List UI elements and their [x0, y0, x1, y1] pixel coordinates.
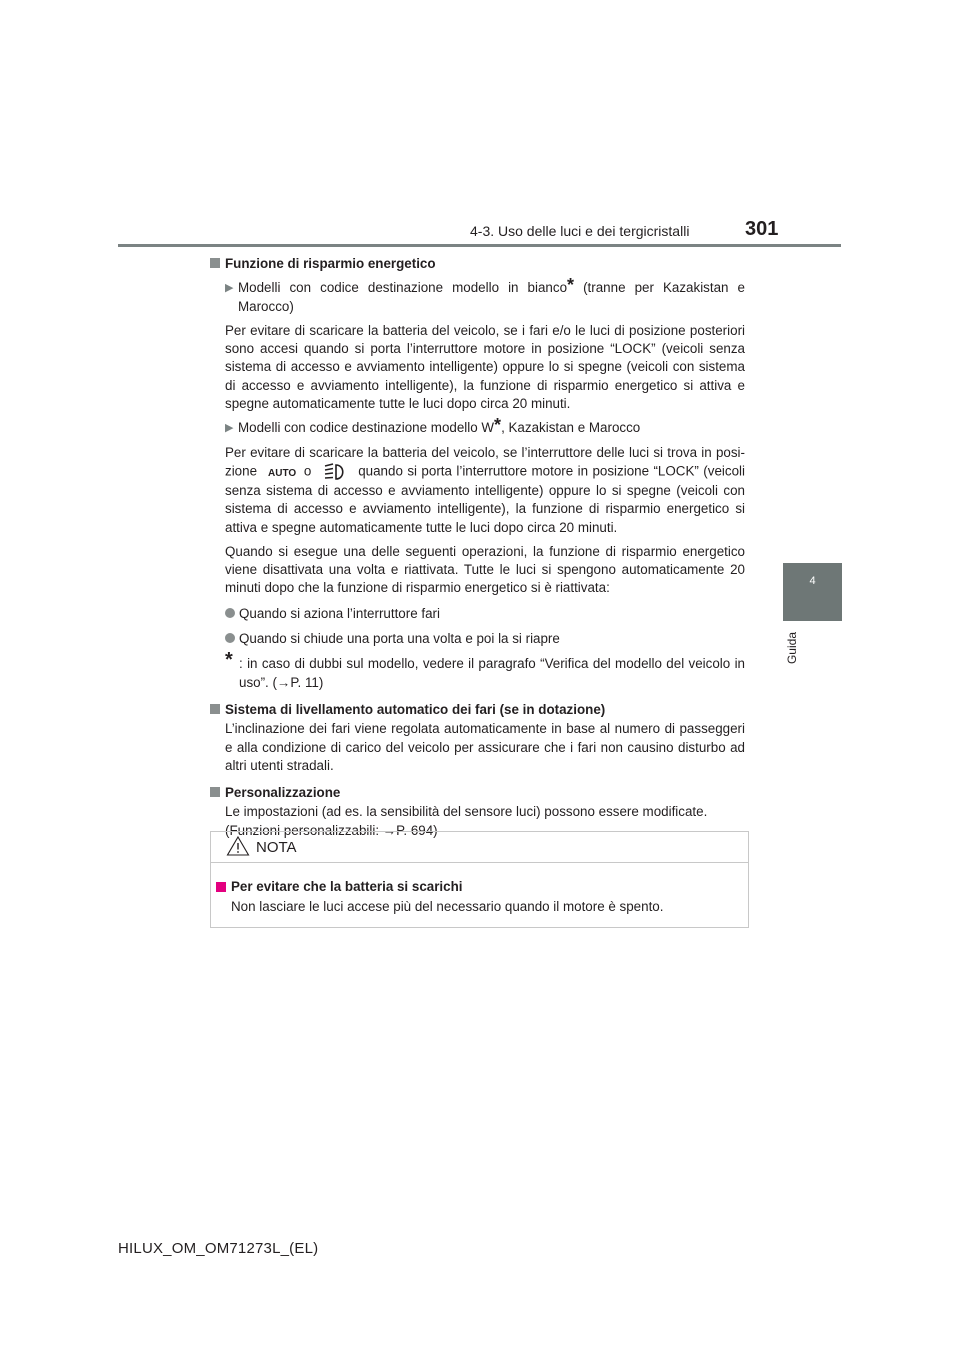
chapter-tab [783, 563, 842, 621]
paragraph-leveling: L’inclinazione dei fari viene regolata automaticamente in base al numero di passeggeri e alla condizione di carico del veicolo per assicurare che i fari non causino disturbo ad altri utenti stradali. [225, 721, 745, 773]
header-rule [118, 244, 841, 247]
circle-bullet-icon [225, 608, 235, 618]
main-content [210, 255, 745, 840]
list-item: Quando si aziona l’interruttore fari [210, 605, 745, 623]
nota-text: Non lasciare le luci accese più del necessario quando il motore è spento. [231, 899, 664, 914]
nota-heading: Per evitare che la batteria si scarichi [216, 877, 748, 897]
nota-header [211, 832, 748, 863]
headlight-icon [322, 462, 348, 482]
square-bullet-icon [216, 882, 226, 892]
document-id: HILUX_OM_OM71273L_(EL) [118, 1240, 319, 1257]
variant-item-white-code: ▶ Modelli con codice destinazione modello in bianco* (tranne per Kazakistan e Marocco) [225, 275, 745, 314]
section-header-title: 4-3. Uso delle luci e dei tergicristalli [470, 223, 690, 239]
chapter-tab-number: 4 [809, 575, 816, 587]
asterisk-mark: * [225, 649, 233, 672]
page-number: 301 [745, 218, 779, 240]
square-bullet-icon [210, 258, 220, 268]
section-heading-leveling: Sistema di livellamento automatico dei fari (se in dotazione) [210, 701, 745, 719]
paragraph-energy-saving-b: Per evitare di scaricare la batteria del veicolo, se l’interruttore delle luci si trova in posi- zione AUTO o quando si porta l’interruttore motore in posizione “LOCK” (veicoli senza sistema di accesso e avviamento intelligente) oppure lo si spegne (veicoli con sistema di accesso e avviamento intelligente), la funzione di risparmio energetico si attiva e spegne automaticamente tutte le luci dopo circa 20 minuti. [225, 444, 745, 535]
nota-box [210, 831, 749, 928]
chapter-tab-label: Guida [785, 632, 799, 665]
asterisk-mark: * [567, 275, 575, 296]
square-bullet-icon [210, 787, 220, 797]
square-bullet-icon [210, 704, 220, 714]
footnote: * : in caso di dubbi sul modello, vedere il paragrafo “Verifica del modello del veicolo in uso”. (→P. 11) [225, 649, 745, 690]
section-heading-customization: Personalizzazione [210, 784, 745, 802]
nota-body [211, 863, 748, 917]
variant-item-w-code: ▶ Modelli con codice destinazione modello W*, Kazakistan e Marocco [210, 419, 745, 437]
auto-light-switch-icon [267, 465, 297, 479]
arrow-right-icon: ▶ [225, 282, 234, 295]
warning-triangle-icon [226, 835, 250, 857]
paragraph-energy-saving-c: Quando si esegue una delle seguenti operazioni, la funzione di risparmio energetico viene disattivata una volta e riattivata. Tutte le luci si spengono automaticamente 20 minuti dopo che la funzione di risparmio energetico si è riattivata: [225, 543, 745, 596]
section-heading-energy-saving: Funzione di risparmio energetico [210, 255, 745, 273]
circle-bullet-icon [225, 633, 235, 643]
paragraph-customization: Le impostazioni (ad es. la sensibilità del sensore luci) possono essere modificate. (Funzioni personalizzabili: →P. 694) [225, 804, 708, 838]
arrow-right-icon: ▶ [225, 422, 234, 435]
asterisk-mark: * [494, 415, 502, 436]
paragraph-energy-saving-a: Per evitare di scaricare la batteria del veicolo, se i fari e/o le luci di posizione posteriori sono accesi quando si porta l’interruttore motore in posizione “LOCK” (veicoli senza sistema di accesso e avviamento intelligente) oppure lo si spegne (veicoli con sistema di accesso e avviamento intelligente), la funzione di risparmio energetico si attiva e spegne automaticamente tutte le luci dopo circa 20 minuti. [225, 322, 745, 412]
nota-title: NOTA [256, 839, 297, 856]
list-item: Quando si chiude una porta una volta e poi la si riapre [210, 630, 745, 648]
svg-text:AUTO: AUTO [268, 467, 297, 479]
